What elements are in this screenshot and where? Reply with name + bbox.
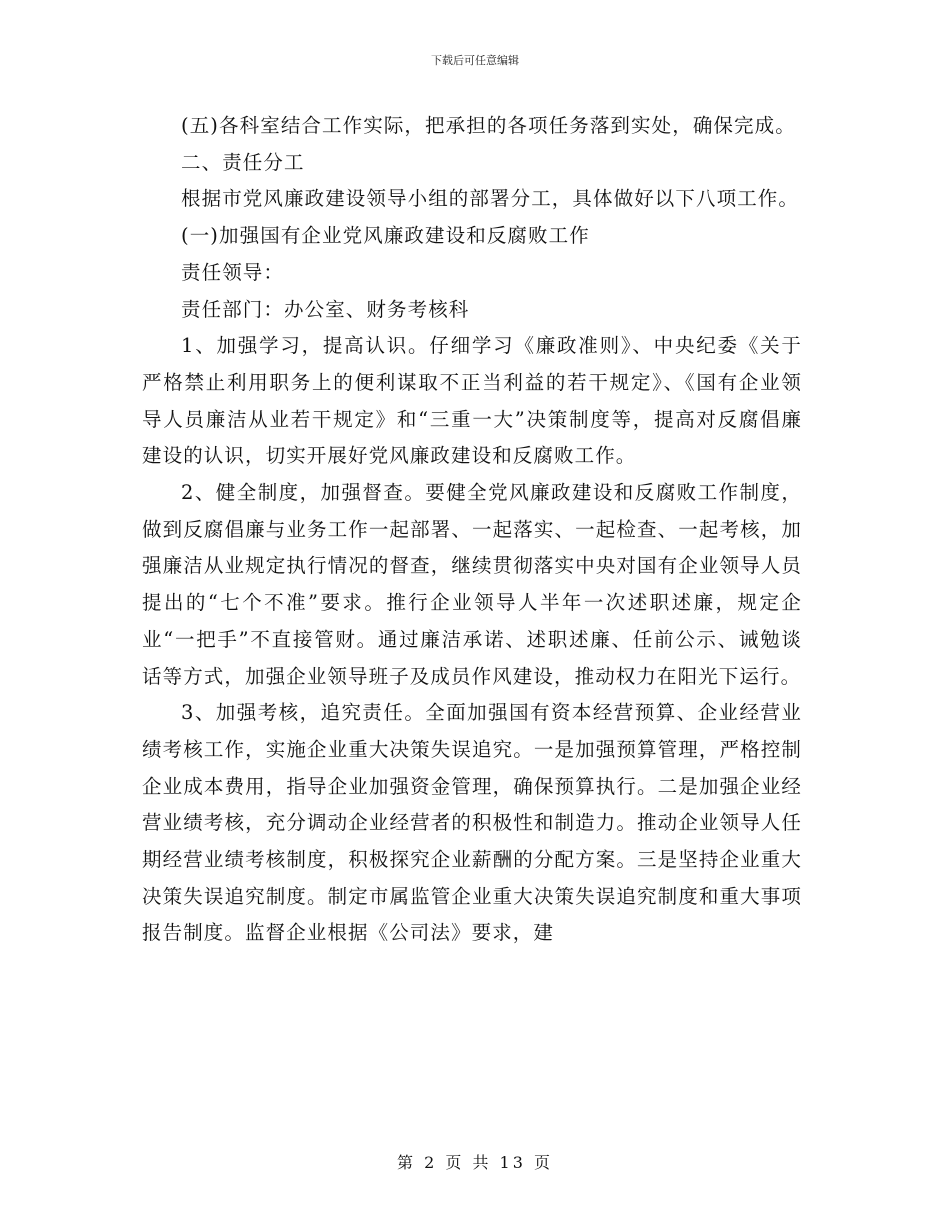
section-heading-responsibility: 二、责任分工 <box>181 150 305 174</box>
paragraph-assessment: 3、加强考核，追究责任。全面加强国有资本经营预算、企业经营业绩考核工作，实施企业重大决策失误追究。一是加强预算管理，严格控制企业成本费用，指导企业加强资金管理，确保预算执行。二是加强企业经营业绩考核，充分调动企业经营者的积极性和制造力。推动企业领导人任期经营业绩考核制度，积极探究企业薪酬的分配方案。三是坚持企业重大决策失误追究制度。制定市属监管企业重大决策失误追究制度和重大事项报告制度。监督企业根据《公司法》要求，建 <box>142 701 802 945</box>
paragraph-2: 根据市党风廉政建设领导小组的部署分工，具体做好以下八项工作。 <box>181 187 800 211</box>
responsible-leader: 责任领导： <box>181 260 285 284</box>
paragraph-1: (五)各科室结合工作实际，把承担的各项任务落到实处，确保完成。 <box>181 114 796 137</box>
paragraph-study: 1、加强学习，提高认识。仔细学习《廉政准则》、中央纪委《关于严格禁止利用职务上的便利谋取不正当利益的若干规定》、《国有企业领导人员廉洁从业若干规定》和“三重一大”决策制度等，提高对反腐倡廉建设的认识，切实开展好党风廉政建设和反腐败工作。 <box>142 334 802 468</box>
paragraph-system: 2、健全制度，加强督查。要健全党风廉政建设和反腐败工作制度，做到反腐倡廉与业务工作一起部署、一起落实、一起检查、一起考核，加强廉洁从业规定执行情况的督查，继续贯彻落实中央对国有企业领导人员提出的“七个不准”要求。推行企业领导人半年一次述职述廉，规定企业“一把手”不直接管财。通过廉洁承诺、述职述廉、任前公示、诫勉谈话等方式，加强企业领导班子及成员作风建设，推动权力在阳光下运行。 <box>142 481 802 688</box>
page-footer: 第 2 页 共 13 页 <box>397 1153 553 1172</box>
page-header: 下载后可任意编辑 <box>431 54 519 67</box>
document-body <box>142 108 802 952</box>
subheading-item-1: (一)加强国有企业党风廉政建设和反腐败工作 <box>181 224 590 248</box>
responsible-department: 责任部门：办公室、财务考核科 <box>181 297 470 321</box>
